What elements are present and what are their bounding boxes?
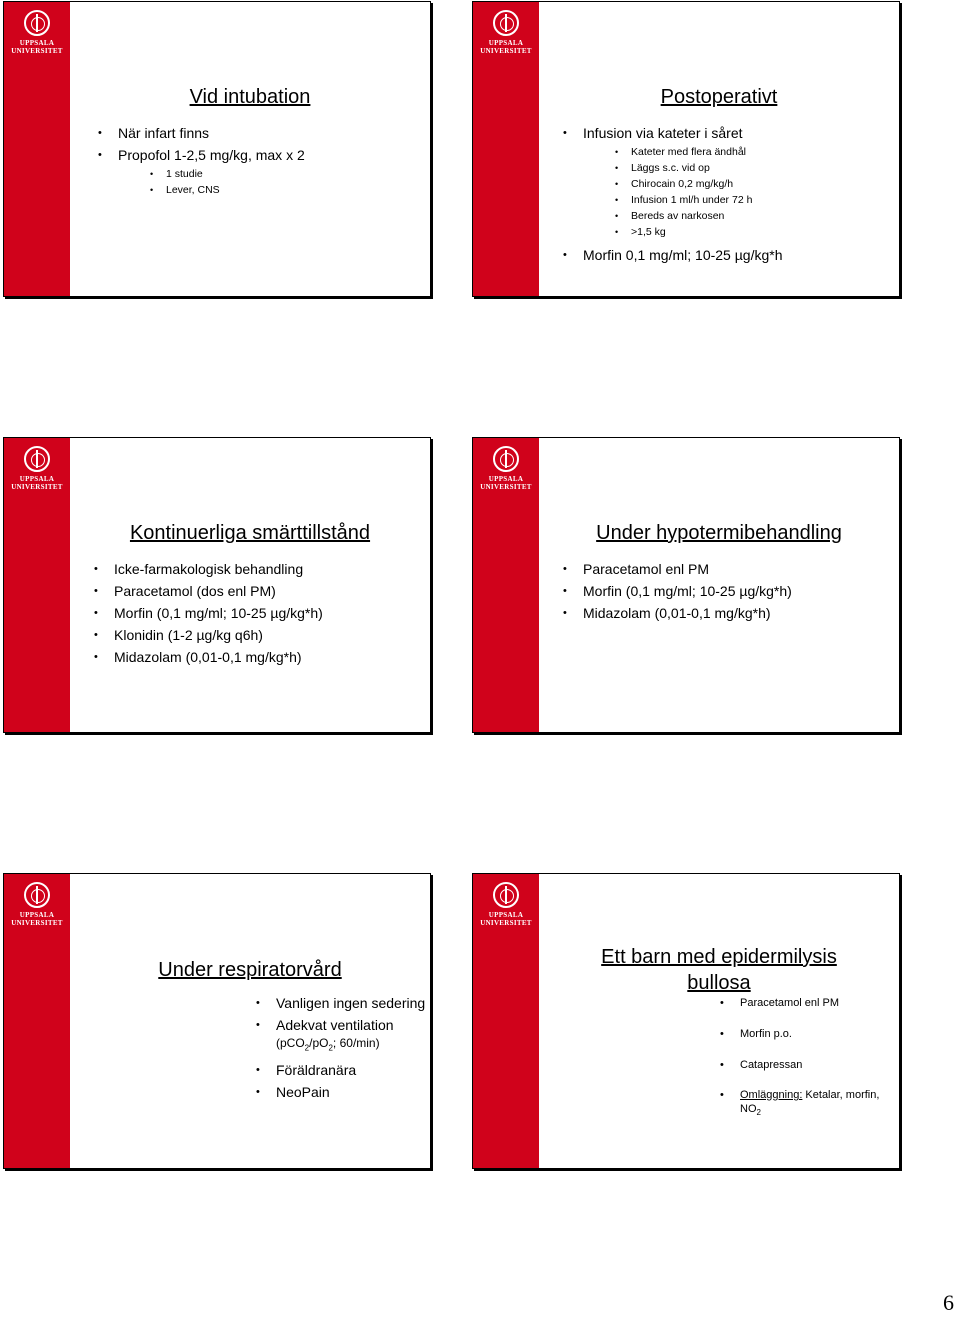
list-item: • Chirocain 0,2 mg/kg/h: [631, 176, 783, 192]
list-item: • Vanligen ingen sedering: [276, 994, 426, 1013]
logo-line2: UNIVERSITET: [11, 47, 63, 55]
slide-postoperativt: [472, 1, 900, 297]
list-item: • Föräldranära: [276, 1059, 426, 1081]
logo-line1: UPPSALA: [19, 475, 55, 483]
list-item-omlaggning: • Omläggning: Ketalar, morfin, $NO_2$: [740, 1088, 900, 1120]
list-item: • Lever, CNS: [166, 182, 305, 198]
slide-kontinuerliga-smarttillstand: [3, 437, 431, 733]
list-item: • Infusion 1 ml/h under 72 h: [631, 192, 783, 208]
list-item: • Morfin (0,1 mg/ml; 10-25 µg/kg*h): [114, 602, 323, 624]
logo-line1: UPPSALA: [19, 911, 55, 919]
list-item: • Paracetamol enl PM: [740, 995, 900, 1011]
logo-line2: UNIVERSITET: [11, 919, 63, 927]
list-item: • Catapressan: [740, 1057, 900, 1073]
slide-title: Vid intubation: [189, 86, 311, 108]
bullet-list: [583, 558, 792, 624]
uppsala-logo: [478, 10, 534, 55]
bullet-list: [114, 558, 323, 668]
list-item: • Klonidin (1-2 µg/kg q6h): [114, 624, 323, 646]
university-seal-icon: [493, 446, 519, 472]
list-item: • Icke-farmakologisk behandling: [114, 558, 323, 580]
uppsala-logo: [478, 446, 534, 491]
uppsala-logo: [9, 446, 65, 491]
slide-epidermilysis-bullosa: [472, 873, 900, 1169]
slide-sidebar: [473, 2, 539, 296]
list-item: • Midazolam (0,01-0,1 mg/kg*h): [114, 646, 323, 668]
logo-line2: UNIVERSITET: [11, 483, 63, 491]
slide-title: Postoperativt: [660, 86, 778, 108]
logo-line1: UPPSALA: [488, 475, 524, 483]
uppsala-logo: [9, 10, 65, 55]
list-item: • När infart finns: [118, 122, 305, 144]
bullet-list: [276, 994, 426, 1103]
slide-title: Kontinuerliga smärttillstånd: [129, 522, 371, 544]
university-seal-icon: [24, 10, 50, 36]
bullet-list: [118, 122, 305, 198]
university-seal-icon: [24, 882, 50, 908]
list-item: • Morfin (0,1 mg/ml; 10-25 µg/kg*h): [583, 580, 792, 602]
logo-line1: UPPSALA: [488, 911, 524, 919]
list-item: • Morfin 0,1 mg/ml; 10-25 µg/kg*h: [583, 244, 783, 266]
page-number: 6: [943, 1290, 954, 1315]
logo-line2: UNIVERSITET: [480, 47, 532, 55]
university-seal-icon: [493, 882, 519, 908]
bullet-list: [583, 122, 783, 266]
slide-under-respiratorvard: [3, 873, 431, 1169]
list-item: • Paracetamol enl PM: [583, 558, 792, 580]
slide-sidebar: [4, 874, 70, 1168]
slide-under-hypotermibehandling: [472, 437, 900, 733]
slide-title: Under respiratorvård: [158, 959, 342, 981]
list-item: • Propofol 1-2,5 mg/kg, max x 2: [118, 144, 305, 166]
list-item: • Kateter med flera ändhål: [631, 144, 783, 160]
slide-sidebar: [4, 2, 70, 296]
list-item: • Bereds av narkosen: [631, 208, 783, 224]
list-item: • 1 studie: [166, 166, 305, 182]
list-item: • Paracetamol (dos enl PM): [114, 580, 323, 602]
bullet-list: [740, 995, 900, 1120]
list-item: • Adekvat ventilation: [276, 1016, 426, 1035]
slide-sidebar: [473, 438, 539, 732]
list-item: • Läggs s.c. vid op: [631, 160, 783, 176]
slide-title: Under hypotermibehandling: [596, 522, 842, 544]
university-seal-icon: [493, 10, 519, 36]
slide-vid-intubation: [3, 1, 431, 297]
slide-sidebar: [4, 438, 70, 732]
uppsala-logo: [9, 882, 65, 927]
logo-line1: UPPSALA: [488, 39, 524, 47]
list-item: • >1,5 kg: [631, 224, 783, 240]
uppsala-logo: [478, 882, 534, 927]
list-item: • Infusion via kateter i såret: [583, 122, 783, 144]
logo-line1: UPPSALA: [19, 39, 55, 47]
list-item: • NeoPain: [276, 1081, 426, 1103]
logo-line2: UNIVERSITET: [480, 483, 532, 491]
ventilation-detail: ($pCO_2/pO_2$; 60/min): [276, 1036, 380, 1053]
logo-line2: UNIVERSITET: [480, 919, 532, 927]
slide-title: Ett barn med epidermilysis bullosa: [601, 946, 837, 994]
slide-sidebar: [473, 874, 539, 1168]
list-item: • Morfin p.o.: [740, 1026, 900, 1042]
list-item: • Midazolam (0,01-0,1 mg/kg*h): [583, 602, 792, 624]
university-seal-icon: [24, 446, 50, 472]
